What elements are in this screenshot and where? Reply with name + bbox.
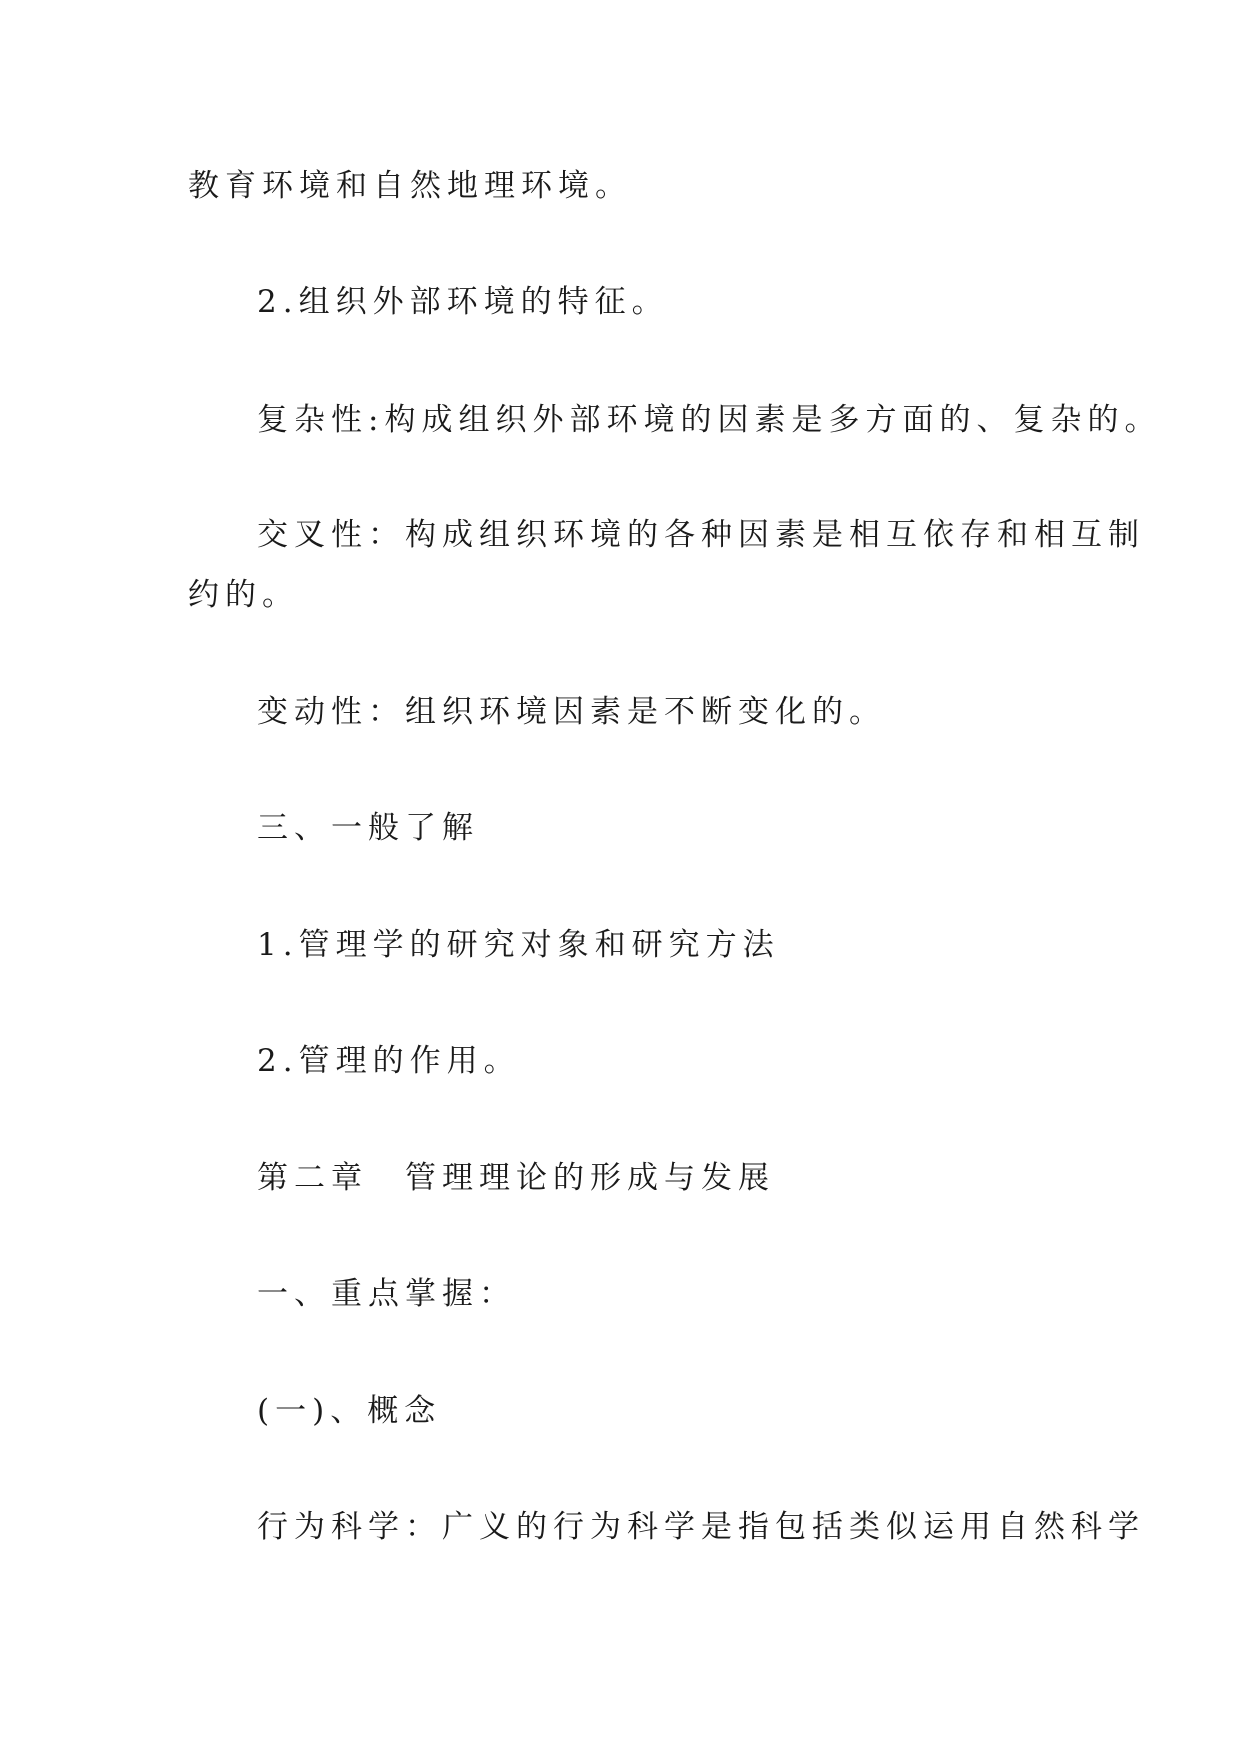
section-heading-key-points: 一、重点掌握：: [257, 1276, 516, 1312]
paragraph-complexity: 复杂性:构成组织外部环境的因素是多方面的、复杂的。: [257, 402, 1162, 438]
section-heading-general-understanding: 三、一般了解: [257, 810, 479, 846]
paragraph-intersection: 交叉性：构成组织环境的各种因素是相互依存和相互制: [257, 517, 1145, 553]
paragraph-variability: 变动性：组织环境因素是不断变化的。: [257, 694, 886, 730]
subheading-external-environment-features: 2.组织外部环境的特征。: [257, 284, 669, 320]
chapter-heading: 第二章 管理理论的形成与发展: [257, 1160, 775, 1196]
list-item-role-of-management: 2.管理的作用。: [257, 1043, 521, 1079]
paragraph-behavioral-science: 行为科学：广义的行为科学是指包括类似运用自然科学: [257, 1509, 1145, 1545]
list-item-research-objects: 1.管理学的研究对象和研究方法: [257, 927, 780, 963]
text-line-continuation: 教育环境和自然地理环境。: [188, 168, 632, 204]
subsection-heading-concepts: (一)、概念: [257, 1393, 442, 1429]
paragraph-intersection-continuation: 约的。: [188, 577, 299, 613]
